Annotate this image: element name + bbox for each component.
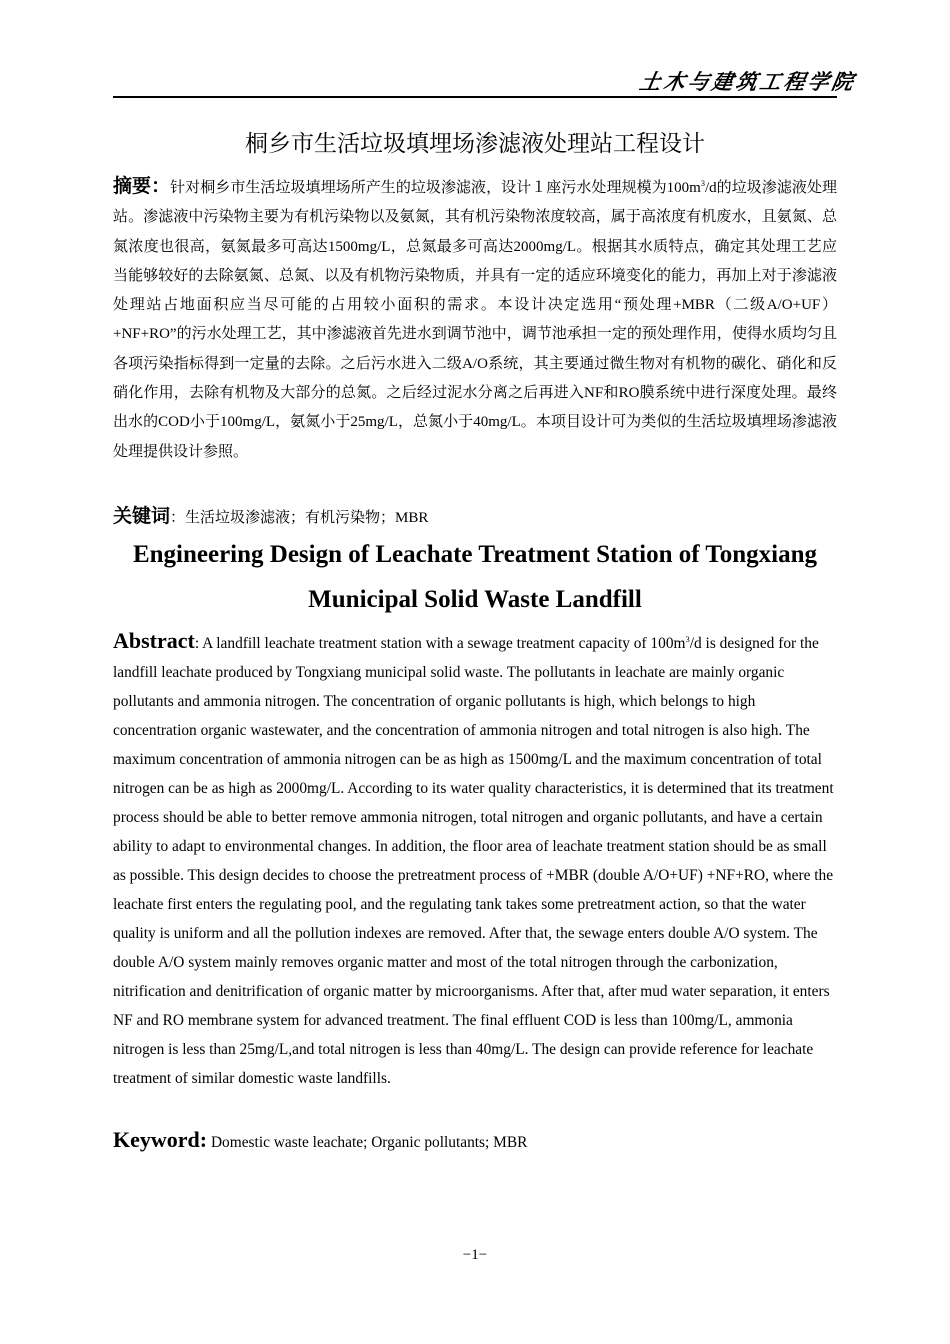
english-keywords	[113, 1124, 837, 1159]
chinese-abstract-superscript: 3	[700, 179, 705, 188]
english-abstract-label: Abstract	[113, 628, 195, 653]
english-keywords-label: Keyword:	[113, 1127, 208, 1152]
english-title: Engineering Design of Leachate Treatment Station of Tongxiang Municipal Solid Waste Landfill	[132, 541, 818, 613]
chinese-keywords-label: 关键词	[113, 505, 171, 527]
english-abstract-text-rest: /d is designed for the landfill leachate produced by Tongxiang municipal solid waste. The pollutants in leachate are mainly organic pollutants and ammonia nitrogen. The concentration of organic pollutants is high, which belongs to high concentration organic wastewater, and the concentration of ammonia nitrogen and total nitrogen is also high. The maximum concentration of ammonia nitrogen can be as high as 1500mg/L and the maximum concentration of total nitrogen can be as high as 2000mg/L. According to its water quality characteristics, it is determined that its treatment process should be able to better remove ammonia nitrogen, total nitrogen and organic pollutants, and have a certain ability to adapt to environmental changes. In addition, the floor area of leachate treatment station should be as small as possible. This design decides to choose the pretreatment process of +MBR (double A/O+UF) +NF+RO, where the leachate first enters the regulating pool, and the regulating tank takes some pretreatment action, so that the water quality is uniform and all the pollution indexes are removed. After that, the sewage enters double A/O system. The double A/O system mainly removes organic matter and most of the total nitrogen through the carbonization, nitrification and denitrification of organic matter by microorganisms. After that, after mud water separation, it enters NF and RO membrane system for advanced treatment. The final effluent COD is less than 100mg/L, ammonia nitrogen is less than 25mg/L,and total nitrogen is less than 40mg/L. The design can provide reference for leachate treatment of similar domestic waste landfills.	[113, 635, 834, 1087]
chinese-abstract	[113, 172, 837, 467]
chinese-title: 桐乡市生活垃圾填埋场渗滤液处理站工程设计	[245, 131, 705, 157]
header-divider	[113, 96, 837, 98]
chinese-abstract-text-rest: /d的垃圾渗滤液处理站。渗滤液中污染物主要为有机污染物以及氨氮，其有机污染物浓度较高，属于高浓度有机废水，且氨氮、总氮浓度也很高，氨氮最多可高达1500mg/L，总氮最多可高达2000mg/L。根据其水质特点，确定其处理工艺应当能够较好的去除氨氮、总氮、以及有机物污染物质，并具有一定的适应环境变化的能力，再加上对于渗滤液处理站占地面积应当尽可能的占用较小面积的需求。本设计决定选用“预处理+MBR（二级A/O+UF）+NF+RO”的污水处理工艺，其中渗滤液首先进水到调节池中，调节池承担一定的预处理作用，使得水质均匀且各项污染指标得到一定量的去除。之后污水进入二级A/O系统，其主要通过微生物对有机物的碳化、硝化和反硝化作用，去除有机物及大部分的总氮。之后经过泥水分离之后再进入NF和RO膜系统中进行深度处理。最终出水的COD小于100mg/L，氨氮小于25mg/L，总氮小于40mg/L。本项目设计可为类似的生活垃圾填埋场渗滤液处理提供设计参照。	[113, 180, 837, 460]
english-abstract	[113, 626, 837, 1093]
institution-logo: 土木与建筑工程学院	[637, 69, 859, 94]
chinese-abstract-label: 摘要：	[113, 175, 171, 197]
english-abstract-superscript: 3	[685, 633, 690, 644]
english-abstract-text-start: : A landfill leachate treatment station with a sewage treatment capacity of 100m	[194, 635, 686, 652]
chinese-keywords	[113, 502, 837, 533]
chinese-keywords-text: ：生活垃圾渗滤液；有机污染物；MBR	[170, 510, 429, 526]
page-number: −1−	[462, 1247, 488, 1263]
english-keywords-text: Domestic waste leachate; Organic pollutants; MBR	[207, 1134, 528, 1151]
chinese-abstract-text-start: 针对桐乡市生活垃圾填埋场所产生的垃圾渗滤液，设计１座污水处理规模为100m	[170, 180, 701, 196]
